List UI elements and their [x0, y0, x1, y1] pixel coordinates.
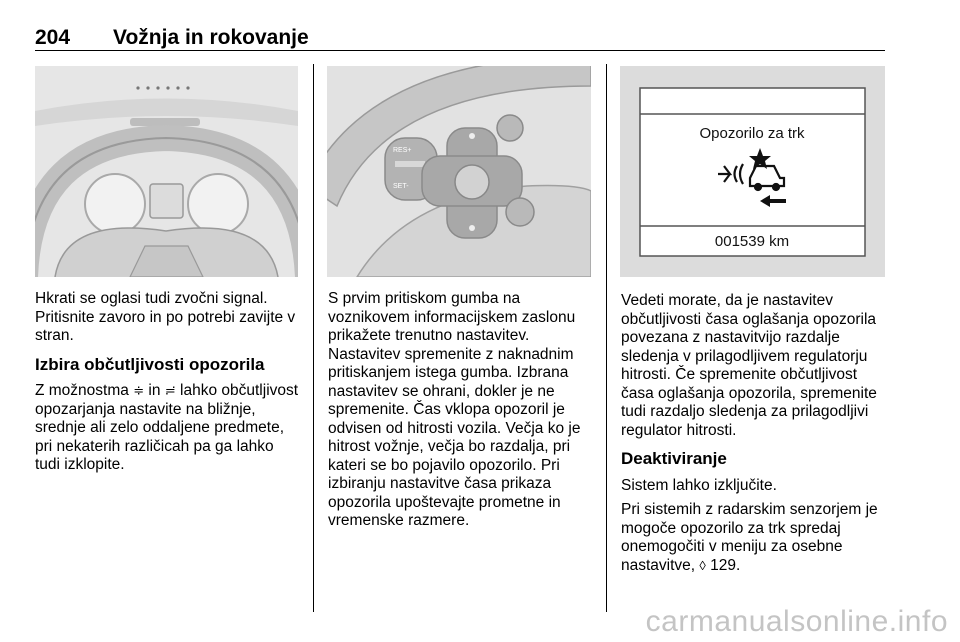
page-title: Vožnja in rokovanje [113, 26, 309, 49]
display-odometer: 001539 km [714, 233, 790, 250]
paragraph: Hkrati se oglasi tudi zvočni signal. Pritisnite zavoro in po potrebi zavijte v stran. [35, 290, 296, 344]
svg-text:SET-: SET- [393, 183, 409, 190]
text-column-3 [621, 292, 887, 581]
steering-wheel-illustration [35, 66, 298, 277]
text-column-2 [328, 290, 593, 537]
column-divider [606, 64, 607, 612]
page-header [35, 22, 885, 51]
watermark: carmanualsonline.info [645, 605, 948, 638]
paragraph-text: in [148, 382, 161, 399]
page-reference-link[interactable]: 129. [710, 556, 741, 574]
paragraph [621, 501, 887, 575]
section-heading: Izbira občutljivosti opozorila [35, 354, 265, 374]
display-warning-title: Opozorilo za trk [699, 125, 805, 142]
section-heading: Deaktiviranje [621, 449, 727, 468]
column-divider [313, 64, 314, 612]
sensitivity-increase-icon: ≑ [133, 383, 145, 398]
svg-text:RES+: RES+ [393, 147, 412, 154]
paragraph [35, 382, 300, 475]
figure-steering-controls [327, 66, 591, 277]
figure-cluster-display [620, 66, 885, 277]
page-number: 204 [35, 26, 71, 49]
page-reference-icon: ◊ [699, 557, 706, 573]
paragraph-text: Pri sistemih z radarskim senzorjem je mogoče opozorilo za trk spredaj onemogočiti v meniju za osebne nastavitve, [621, 501, 878, 574]
steering-controls-illustration [327, 66, 591, 277]
figure-cockpit-illustration [35, 66, 298, 277]
paragraph-text: lahko občutljivost opozarjanja nastavite na bližnje, srednje ali zelo oddaljene predmete, pri nekaterih različicah pa ga lahko tudi izklopite. [35, 382, 299, 473]
paragraph: Sistem lahko izključite. [621, 476, 777, 494]
paragraph: S prvim pritiskom gumba na voznikovem informacijskem zaslonu prikažete trenutno nastavitev. Nastavitev spremenite z naknadnim pritiskanjem istega gumba. Izbrana nastavitev se ohrani, dokler je ne spremenite. Čas vklopa opozoril je odvisen od hitrosti vozila. Večja ko je hitrost vožnje, večja bo razdalja, pri kateri se bo pojavilo opozorilo. Pri izbiranju nastavitve časa prikaza opozorila upoštevajte prometne in vremenske razmere. [328, 290, 581, 529]
paragraph-text: Z možnostma [35, 382, 129, 399]
paragraph: Vedeti morate, da je nastavitev občutljivosti časa oglašanja opozorila povezana z nastavitvijo razdalje sledenja v prilagodljivem regulatorju hitrosti. Če spremenite občutljivost časa oglašanja opozorila, spremenite tudi razdaljo sledenja za prilagodljivi regulator hitrosti. [621, 292, 877, 439]
cluster-display-illustration [620, 66, 885, 277]
sensitivity-decrease-icon: ≓ [164, 383, 176, 398]
text-column-1 [35, 290, 300, 481]
